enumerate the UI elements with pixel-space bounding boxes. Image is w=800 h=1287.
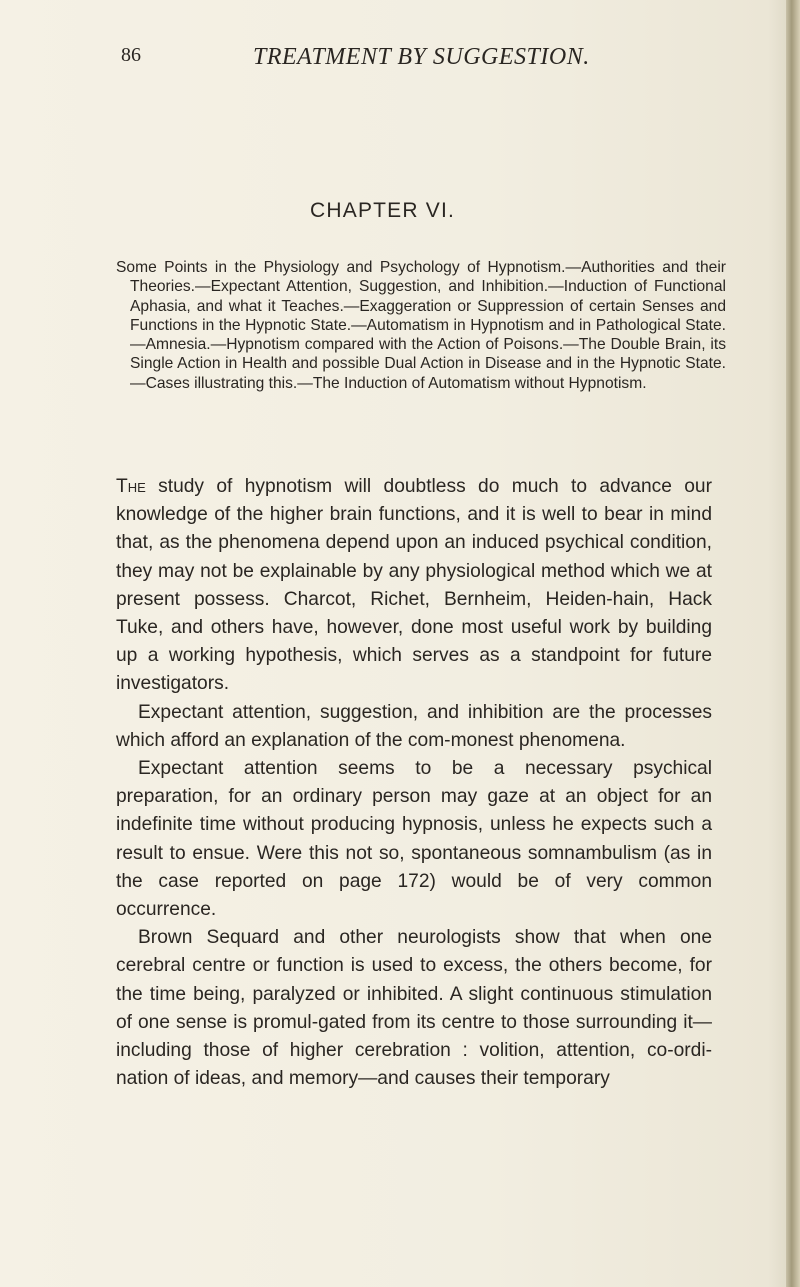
chapter-title: CHAPTER VI. xyxy=(310,199,456,222)
paragraph-1-text: study of hypnotism will doubtless do much to advance our knowledge of the higher brain functions, and it is well to bear in mind that, as the phenomena depend upon an induced psychical condition, they may not be explainable by any physiological method which we at present possess. Charcot, Richet, Bernheim, Heiden-hain, Hack Tuke, and others have, however, done most useful work by building up a working hypothesis, which serves as a standpoint for future investigators. xyxy=(116,476,712,695)
chapter-summary: Some Points in the Physiology and Psychology of Hypnotism.—Authorities and their Theories.—Expectant Attention, Suggestion, and Inhibition.—Induction of Functional Aphasia, and what it Teaches.—Exaggeration or Suppression of certain Senses and Functions in the Hypnotic State.—Automatism in Hypnotism and in Pathological State.—Amnesia.—Hypnotism compared with the Action of Poisons.—The Double Brain, its Single Action in Health and possible Dual Action in Disease and in the Hypnotic State.—Cases illustrating this.—The Induction of Automatism without Hypnotism. xyxy=(116,259,726,392)
page-number: 86 xyxy=(121,44,141,66)
running-head: TREATMENT BY SUGGESTION. xyxy=(253,44,590,70)
paragraph-4: Brown Sequard and other neurologists show that when one cerebral centre or function is used to excess, the others become, for the time being, paralyzed or inhibited. A slight continuous stimulation of one sense is promul-gated from its centre to those surrounding it—including those of higher cerebration : volition, attention, co-ordi-nation of ideas, and memory—and causes their temporary xyxy=(116,927,712,1090)
page-edge xyxy=(786,0,800,1287)
chapter-body xyxy=(116,473,712,1093)
paragraph-1 xyxy=(116,473,712,699)
paragraph-2: Expectant attention, suggestion, and inhibition are the processes which afford an explanation of the com-monest phenomena. xyxy=(116,701,712,751)
paragraph-1-lead: The xyxy=(116,476,146,497)
paragraph-3: Expectant attention seems to be a necessary psychical preparation, for an ordinary person may gaze at an object for an indefinite time without producing hypnosis, unless he expects such a result to ensue. Were this not so, spontaneous somnambulism (as in the case reported on page 172) would be of very common occurrence. xyxy=(116,758,712,921)
